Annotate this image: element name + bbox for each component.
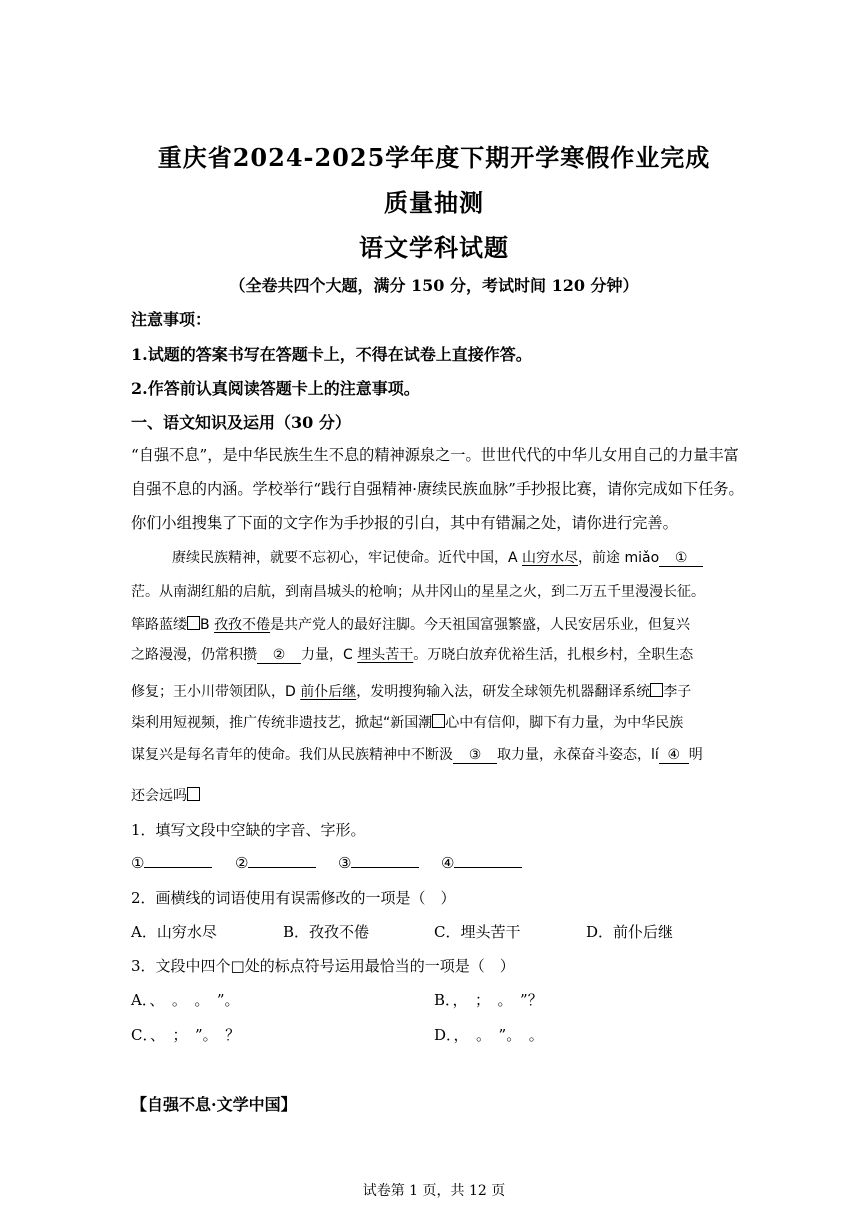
q2-option-c[interactable]: C．埋头苦干 [434, 923, 521, 941]
passage-line-6: 柒利用短视频，推广传统非遗技艺，掀起“新国潮 心中有信仰，脚下有力量，为中华民族 [131, 715, 684, 731]
passage-line-7: 谋复兴是每名青年的使命。我们从民族精神中不断汲 ③ 取力量，永葆奋斗姿态，lí ④ 明 [131, 747, 703, 763]
intro-line-3: 你们小组搜集了下面的文字作为手抄报的引白，其中有错漏之处，请你进行完善。 [131, 514, 678, 532]
punct-box [187, 787, 200, 801]
passage-line-8: 还会远吗 [131, 785, 200, 805]
section-heading: 一、语文知识及运用（30 分） [131, 413, 351, 432]
passage-line-4: 之路漫漫，仍常积攒 ② 力量，C 埋头苦干。万晓白放弃优裕生活，扎根乡村，全职生态 [131, 647, 694, 663]
title-line-1: 重庆省2024-2025学年度下期开学寒假作业完成 [157, 143, 711, 172]
section-tag: 【自强不息·文学中国】 [131, 1095, 297, 1114]
q3-option-d[interactable]: D．， 。 ”。 。 [434, 1026, 544, 1044]
punct-box [432, 714, 445, 728]
notice-item-2: 2.作答前认真阅读答题卡上的注意事项。 [131, 379, 420, 398]
q2-option-b[interactable]: B．孜孜不倦 [283, 923, 370, 941]
passage-line-2: 茫。从南湖红船的启航，到南昌城头的枪响；从井冈山的星星之火，到二万五千里漫漫长征。 [131, 584, 705, 600]
question-1: 1．填写文段中空缺的字音、字形。 [131, 821, 366, 839]
exam-info: （全卷共四个大题，满分 150 分，考试时间 120 分钟） [229, 276, 639, 295]
page-footer: 试卷第 1 页，共 12 页 [362, 1183, 506, 1199]
q1-blank-3[interactable]: ③ [338, 853, 419, 872]
title-line-2: 质量抽测 [384, 188, 484, 217]
q1-blank-4[interactable]: ④ [441, 853, 522, 872]
passage-line-1: 赓续民族精神，就要不忘初心，牢记使命。近代中国，A 山穷水尽，前途 miǎo ① [172, 547, 703, 567]
q3-option-b[interactable]: B．， ； 。 ”？ [434, 991, 543, 1009]
notice-item-1: 1.试题的答案书写在答题卡上，不得在试卷上直接作答。 [131, 345, 532, 364]
q2-option-d[interactable]: D．前仆后继 [586, 923, 674, 941]
intro-line-2: 自强不息的内涵。学校举行“践行自强精神·赓续民族血脉”手抄报比赛，请你完成如下任务。 [131, 480, 744, 498]
q3-option-c[interactable]: C．、 ； ”。 ？ [131, 1026, 241, 1044]
title-line-3: 语文学科试题 [359, 233, 509, 262]
q1-blank-1[interactable]: ① [131, 853, 212, 872]
question-2: 2．画横线的词语使用有误需修改的一项是（ ） [131, 889, 456, 907]
q2-option-a[interactable]: A．山穷水尽 [131, 923, 217, 941]
intro-line-1: “自强不息”，是中华民族生生不息的精神源泉之一。世世代代的中华儿女用自己的力量丰富 [131, 446, 739, 464]
q1-blank-2[interactable]: ② [235, 853, 316, 872]
passage-line-3: 筚路蓝缕 B 孜孜不倦是共产党人的最好注脚。今天祖国富强繁盛，人民安居乐业，但复兴 [131, 617, 691, 633]
q3-option-a[interactable]: A．、 。 。 ”。 [131, 991, 240, 1009]
question-3: 3．文段中四个□处的标点符号运用最恰当的一项是（ ） [131, 957, 515, 975]
notice-heading: 注意事项： [131, 310, 212, 329]
punct-box [650, 683, 663, 697]
punct-box [187, 616, 200, 630]
passage-line-5: 修复；王小川带领团队，D 前仆后继，发明搜狗输入法，研发全球领先机器翻译系统 李子 [131, 684, 692, 700]
